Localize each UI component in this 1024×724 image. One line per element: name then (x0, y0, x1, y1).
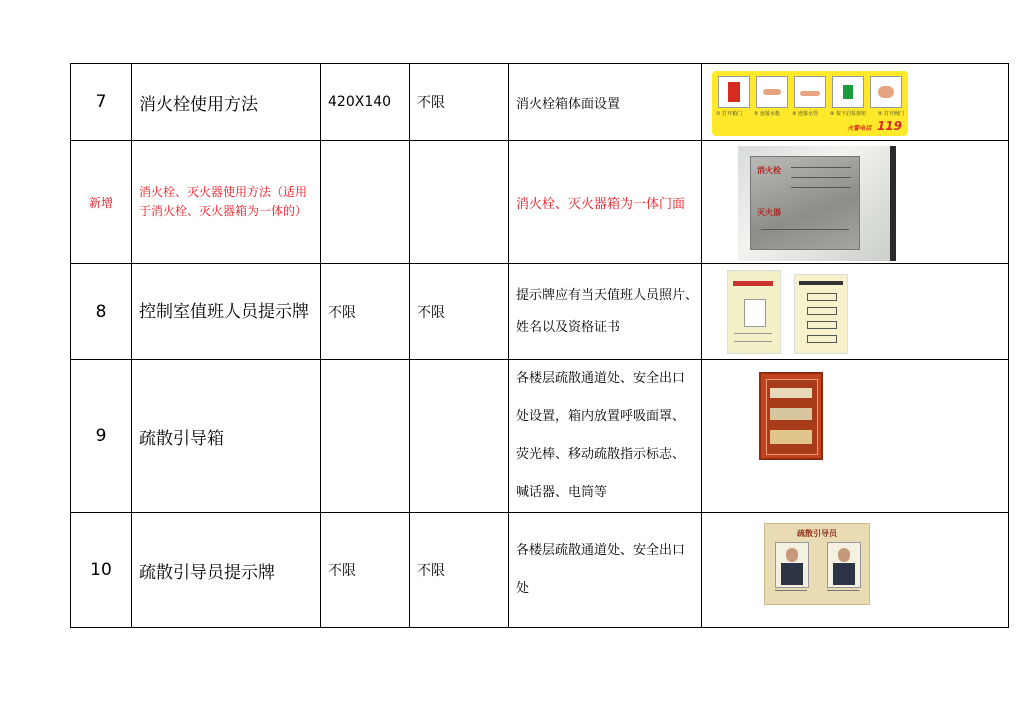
item-size (321, 141, 410, 264)
item-material: 不限 (410, 64, 509, 141)
item-material: 不限 (410, 513, 509, 628)
table-row (71, 141, 1009, 264)
item-name: 疏散引导员提示牌 (132, 513, 321, 628)
item-name: 消火栓、灭火器使用方法（适用于消火栓、灭火器箱为一体的） (132, 141, 321, 264)
item-size: 不限 (321, 264, 410, 360)
table-row (71, 513, 1009, 628)
step3-label: ③ 连接水管 (791, 111, 819, 117)
item-material (410, 360, 509, 513)
item-image-cell (702, 264, 1009, 360)
board-title: 疏散引导员 (797, 529, 837, 538)
fire-phone-label: 火警电话 (847, 125, 872, 132)
stainless-door-sign-image (738, 146, 896, 261)
sign-text-extinguisher: 灭火器 (757, 208, 781, 217)
item-material: 不限 (410, 264, 509, 360)
item-description: 消火栓箱体面设置 (509, 64, 702, 141)
step3-icon (794, 76, 826, 108)
row-number: 8 (71, 264, 132, 360)
duty-card-right-image (794, 274, 848, 354)
item-name: 消火栓使用方法 (132, 64, 321, 141)
staff-photo-left (775, 542, 809, 588)
item-image-cell (702, 64, 1009, 141)
item-description: 各楼层疏散通道处、安全出口处 (509, 513, 702, 628)
item-image-cell (702, 360, 1009, 513)
item-description: 消火栓、灭火器箱为一体门面 (509, 141, 702, 264)
table-row (71, 360, 1009, 513)
evacuation-cabinet-image (759, 372, 823, 460)
item-image-cell (702, 513, 1009, 628)
step5-label: ⑤ 打开阀门 (877, 111, 904, 117)
row-number: 10 (71, 513, 132, 628)
step2-icon (756, 76, 788, 108)
item-material (410, 141, 509, 264)
step4-icon (832, 76, 864, 108)
row-number: 新增 (71, 141, 132, 264)
fire-safety-sign-table (70, 63, 1009, 628)
evacuation-staff-board-image (764, 523, 870, 605)
step5-icon (870, 76, 902, 108)
item-image-cell (702, 141, 1009, 264)
hydrant-instruction-sign-image (712, 71, 908, 136)
step1-label: ① 打开箱门 (716, 111, 743, 117)
item-name: 控制室值班人员提示牌 (132, 264, 321, 360)
row-number: 9 (71, 360, 132, 513)
table-row (71, 64, 1009, 141)
item-size (321, 360, 410, 513)
table-row (71, 264, 1009, 360)
step4-label: ④ 按下启泵按钮 (829, 111, 866, 117)
duty-card-left-image (727, 270, 781, 354)
step2-label: ② 连接水枪 (753, 111, 781, 117)
item-description: 各楼层疏散通道处、安全出口处设置，箱内放置呼吸面罩、荧光棒、移动疏散指示标志、喊话器、电筒等 (509, 360, 702, 513)
item-size: 不限 (321, 513, 410, 628)
step1-icon (718, 76, 750, 108)
item-description: 提示牌应有当天值班人员照片、姓名以及资格证书 (509, 264, 702, 360)
fire-phone-number: 119 (876, 119, 902, 133)
item-name: 疏散引导箱 (132, 360, 321, 513)
item-size: 420X140 (321, 64, 410, 141)
sign-text-hydrant: 消火栓 (757, 166, 781, 175)
row-number: 7 (71, 64, 132, 141)
staff-photo-right (827, 542, 861, 588)
